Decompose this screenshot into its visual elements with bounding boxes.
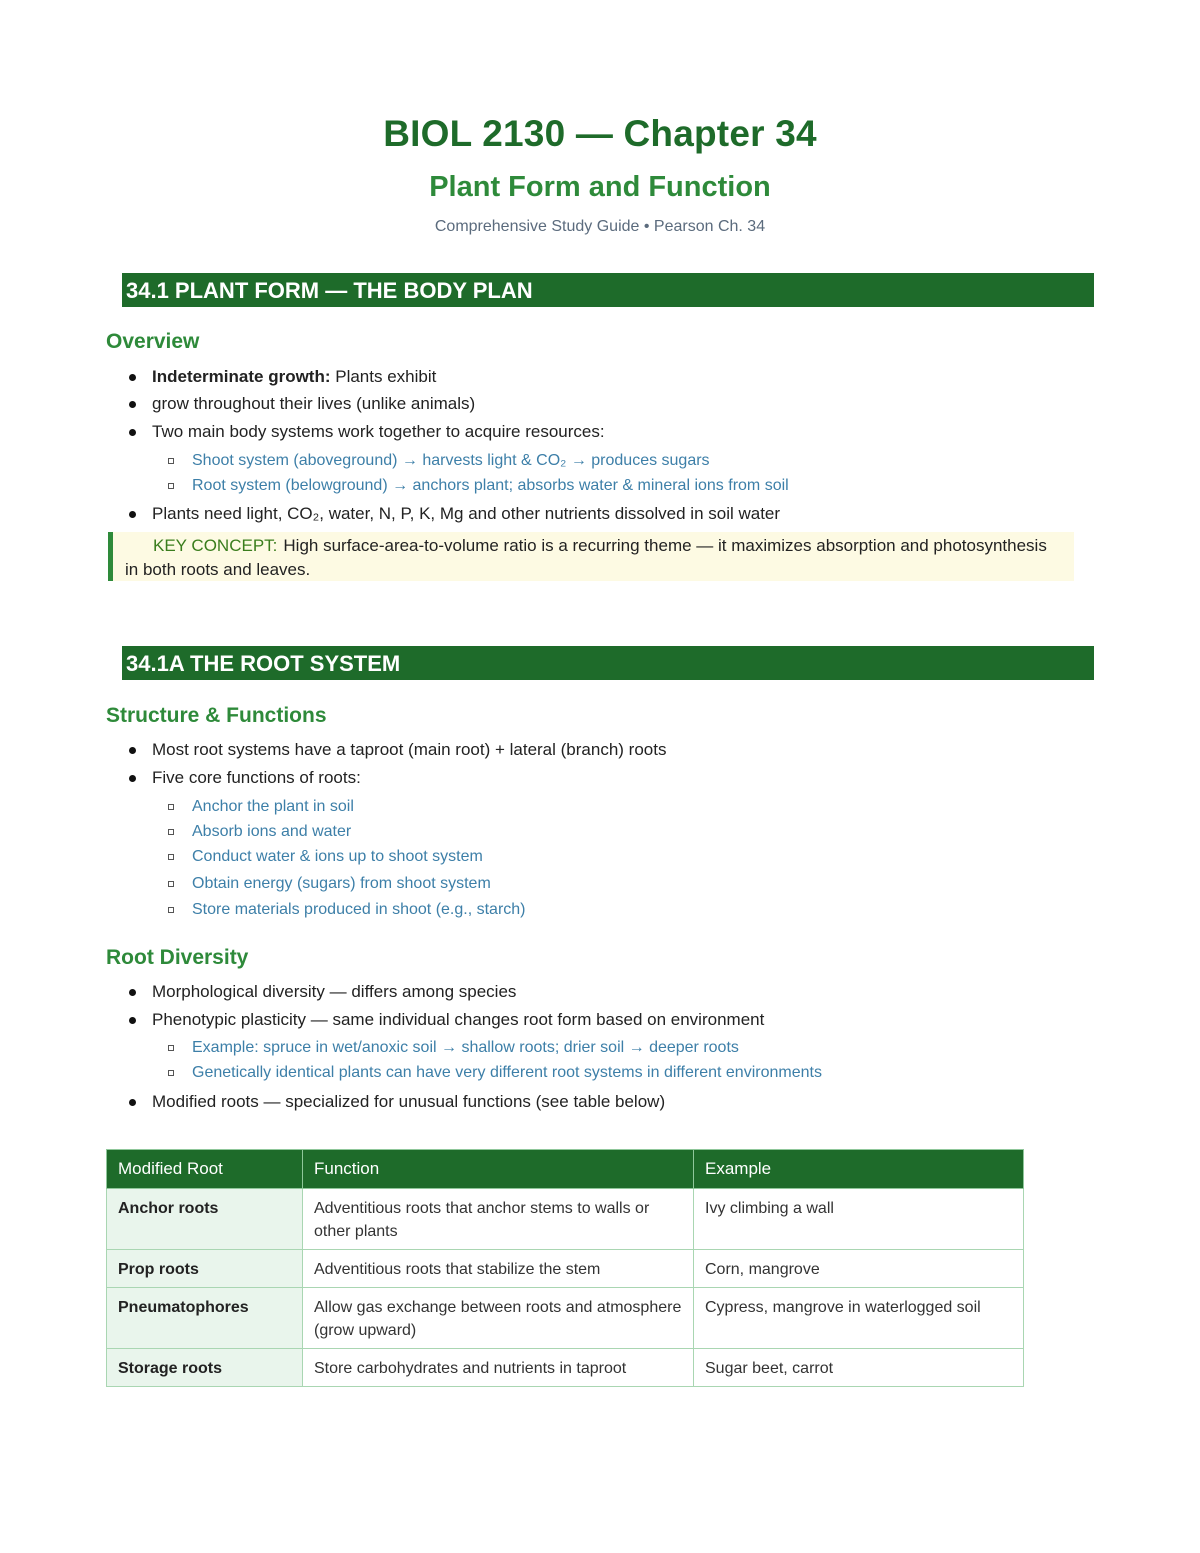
page-title: BIOL 2130 — Chapter 34 [383, 113, 817, 154]
table-cell-function: Adventitious roots that stabilize the stem [303, 1250, 694, 1288]
overview-bullet-1 [152, 365, 436, 389]
key-concept-label: KEY CONCEPT: [153, 536, 278, 555]
structure-bullet-1: Most root systems have a taproot (main root) + lateral (branch) roots [152, 738, 666, 762]
structure-bullet-2: Five core functions of roots: [152, 766, 361, 790]
diversity-bullet-2: Phenotypic plasticity — same individual changes root form based on environment [152, 1008, 764, 1032]
table-cell-root: Pneumatophores [107, 1288, 303, 1349]
column-header-example: Example [694, 1150, 1024, 1189]
section-heading-34-1: 34.1 PLANT FORM — THE BODY PLAN [122, 273, 1094, 307]
modified-roots-table [106, 1149, 1024, 1387]
diversity-heading: Root Diversity [106, 946, 249, 969]
structure-heading: Structure & Functions [106, 704, 327, 727]
diversity-subbullet-2: Genetically identical plants can have very different root systems in different environments [192, 1062, 822, 1084]
overview-bullet-1-text: Plants exhibit [330, 367, 437, 386]
overview-subbullet-2: Root system (belowground) → anchors plant; absorbs water & mineral ions from soil [192, 475, 789, 497]
overview-bullet-1-bold: Indeterminate growth: [152, 367, 331, 386]
root-function-item: Conduct water & ions up to shoot system [192, 846, 483, 868]
table-row [107, 1250, 1024, 1288]
table-cell-example: Sugar beet, carrot [694, 1349, 1024, 1387]
table-cell-example: Cypress, mangrove in waterlogged soil [694, 1288, 1024, 1349]
table-cell-function: Store carbohydrates and nutrients in taproot [303, 1349, 694, 1387]
key-concept-callout [108, 532, 1074, 581]
page-meta: Comprehensive Study Guide • Pearson Ch. 34 [434, 218, 766, 235]
overview-heading: Overview [106, 330, 200, 353]
table-row [107, 1189, 1024, 1250]
table-cell-example: Ivy climbing a wall [694, 1189, 1024, 1250]
table-header-row [107, 1150, 1024, 1189]
table-cell-root: Storage roots [107, 1349, 303, 1387]
column-header-function: Function [303, 1150, 694, 1189]
page-subtitle: Plant Form and Function [429, 171, 771, 203]
table-cell-root: Anchor roots [107, 1189, 303, 1250]
column-header-modified-root: Modified Root [107, 1150, 303, 1189]
diversity-subbullet-1: Example: spruce in wet/anoxic soil → shallow roots; drier soil → deeper roots [192, 1037, 739, 1059]
table-cell-root: Prop roots [107, 1250, 303, 1288]
root-function-item: Obtain energy (sugars) from shoot system [192, 873, 491, 895]
key-concept-text: High surface-area-to-volume ratio is a recurring theme — it maximizes absorption and photosynthesis in both roots and leaves. [125, 536, 1047, 579]
table-cell-function: Allow gas exchange between roots and atmosphere (grow upward) [303, 1288, 694, 1349]
table-cell-function: Adventitious roots that anchor stems to walls or other plants [303, 1189, 694, 1250]
table-row [107, 1288, 1024, 1349]
diversity-bullet-1: Morphological diversity — differs among species [152, 980, 516, 1004]
root-function-item: Store materials produced in shoot (e.g., starch) [192, 899, 526, 921]
section-heading-34-1a: 34.1A THE ROOT SYSTEM [122, 646, 1094, 680]
overview-subbullet-1: Shoot system (aboveground) → harvests light & CO₂ → produces sugars [192, 450, 710, 472]
table-row [107, 1349, 1024, 1387]
overview-bullet-4: Plants need light, CO₂, water, N, P, K, Mg and other nutrients dissolved in soil water [152, 502, 780, 526]
root-function-item: Absorb ions and water [192, 821, 351, 843]
table-cell-example: Corn, mangrove [694, 1250, 1024, 1288]
diversity-bullet-3: Modified roots — specialized for unusual functions (see table below) [152, 1090, 665, 1114]
overview-bullet-2: grow throughout their lives (unlike animals) [152, 392, 475, 416]
overview-bullet-3: Two main body systems work together to acquire resources: [152, 420, 605, 444]
root-function-item: Anchor the plant in soil [192, 796, 354, 818]
